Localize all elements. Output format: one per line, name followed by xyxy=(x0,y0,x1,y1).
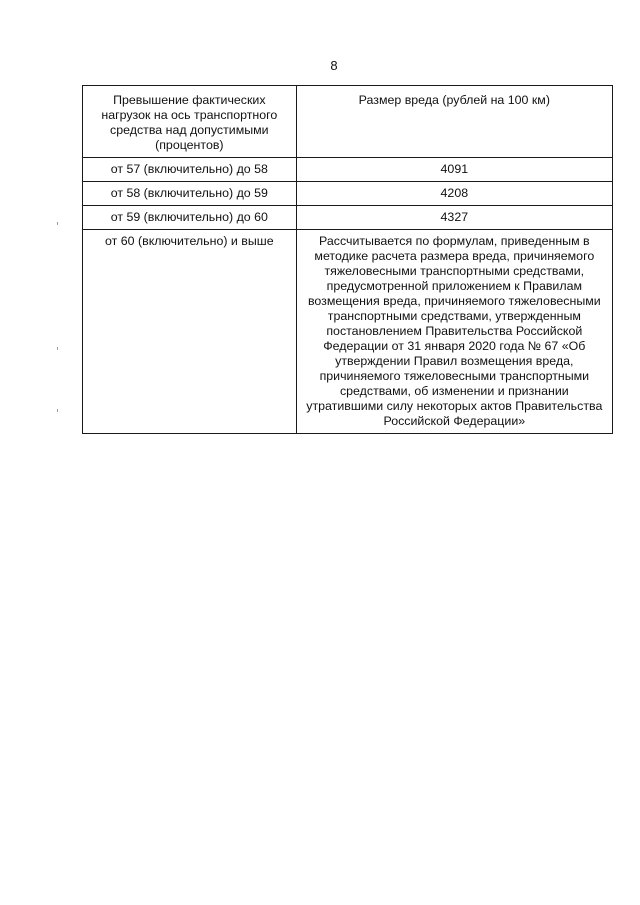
scan-margin-mark xyxy=(57,347,58,350)
harm-amount-table xyxy=(82,85,613,434)
page-number: 8 xyxy=(330,58,338,73)
cell-amount: Рассчитывается по формулам, приведенным в методике расчета размера вреда, причиняемого тяжеловесными транспортными средствами, предусмотренной приложением к Правилам возмещения вреда, причиняемого тяжеловесными транспортными средствами, утвержденным постановлением Правительства Российской Федерации от 31 января 2020 года № 67 «Об утверждении Правил возмещения вреда, причиняемого тяжеловесными транспортными средствами, об изменении и признании утратившими силу некоторых актов Правительства Российской Федерации» xyxy=(296,230,612,434)
cell-amount: 4327 xyxy=(296,206,612,230)
table-header-row xyxy=(83,86,613,158)
table-row xyxy=(83,158,613,182)
cell-amount: 4091 xyxy=(296,158,612,182)
scan-margin-mark xyxy=(57,222,58,225)
header-amount: Размер вреда (рублей на 100 км) xyxy=(296,86,612,158)
cell-excess: от 58 (включительно) до 59 xyxy=(83,182,297,206)
table-row xyxy=(83,182,613,206)
cell-excess: от 57 (включительно) до 58 xyxy=(83,158,297,182)
cell-amount: 4208 xyxy=(296,182,612,206)
cell-excess: от 60 (включительно) и выше xyxy=(83,230,297,434)
scan-margin-mark xyxy=(57,409,58,412)
header-excess: Превышение фактических нагрузок на ось транспортного средства над допустимыми (процентов) xyxy=(83,86,297,158)
cell-excess: от 59 (включительно) до 60 xyxy=(83,206,297,230)
table-row xyxy=(83,230,613,434)
table-row xyxy=(83,206,613,230)
